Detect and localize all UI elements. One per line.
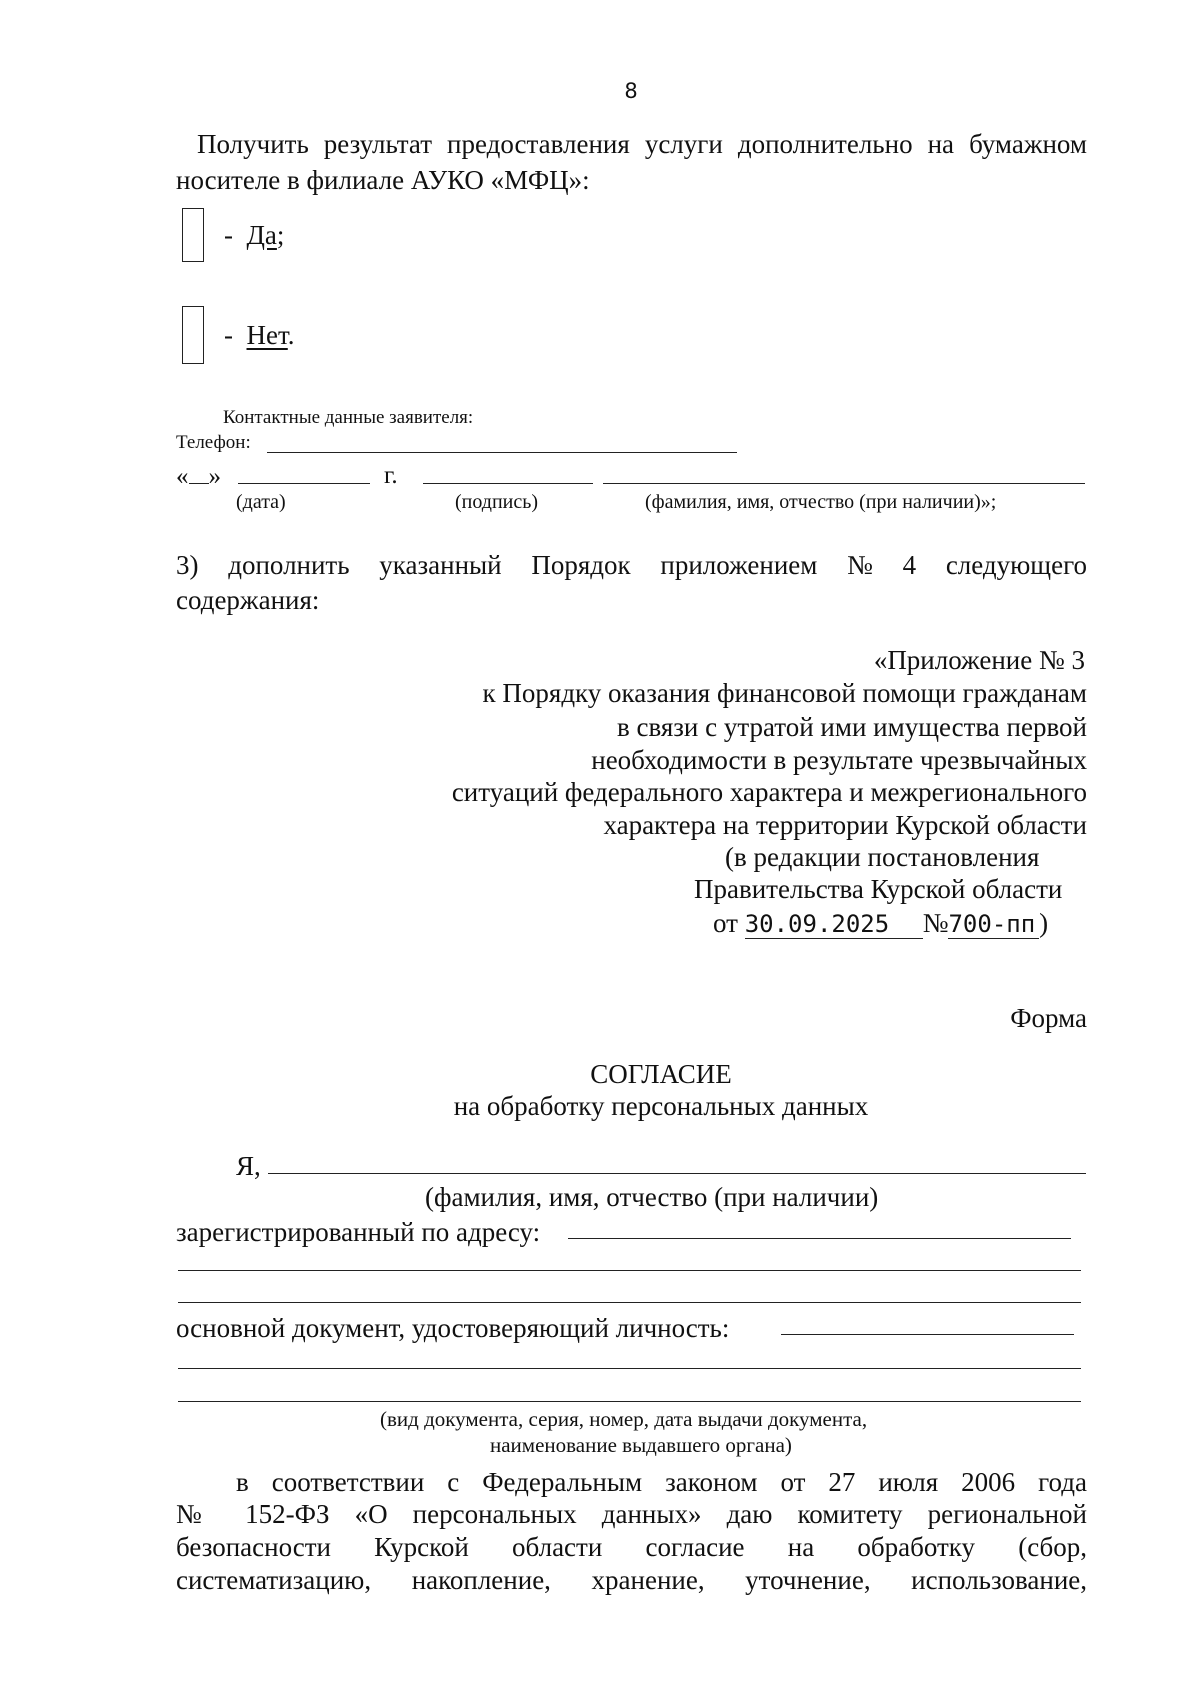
item3-word: 3) xyxy=(176,550,199,580)
caption-signature: (подпись) xyxy=(455,491,539,513)
number-label: № xyxy=(922,908,949,938)
option-no-dash: - xyxy=(224,320,233,350)
item3-word: приложением xyxy=(660,550,818,580)
appendix-line-5: ситуаций федерального характера и межрегионального xyxy=(451,777,1087,807)
appendix-line-7: (в редакции постановления xyxy=(725,842,1040,872)
address-field-line-2[interactable] xyxy=(178,1270,1081,1271)
body-line-1: в соответствии с Федеральным законом от 27 июля 2006 года xyxy=(236,1467,1087,1497)
contacts-heading: Контактные данные заявителя: xyxy=(223,407,474,428)
caption-fio: (фамилия, имя, отчество (при наличии) xyxy=(425,1182,879,1212)
appendix-line-8: Правительства Курской области xyxy=(694,874,1063,904)
date-quote-open: « xyxy=(176,463,189,490)
appendix-line-4: необходимости в результате чрезвычайных xyxy=(591,745,1087,775)
caption-doc-line2: наименование выдавшего органа) xyxy=(490,1433,792,1457)
from-label: от xyxy=(713,908,738,938)
date-quotes xyxy=(176,460,221,494)
appendix-date-line xyxy=(713,906,1048,940)
caption-name: (фамилия, имя, отчество (при наличии)»; xyxy=(645,491,997,513)
document-field-line-1[interactable] xyxy=(781,1334,1074,1335)
decree-date: 30.09.2025 xyxy=(745,910,923,939)
option-yes-dash: - xyxy=(224,220,233,250)
body-line-2: № 152-ФЗ «О персональных данных» даю комитету региональной xyxy=(176,1499,1087,1529)
checkbox-no[interactable] xyxy=(182,306,204,364)
option-no xyxy=(224,318,295,352)
item3-line1 xyxy=(176,548,1087,582)
option-yes xyxy=(224,218,284,252)
close-paren: ) xyxy=(1039,908,1049,938)
fio-field-line[interactable] xyxy=(268,1173,1086,1174)
address-label: зарегистрированный по адресу: xyxy=(176,1217,541,1247)
appendix-line-1: «Приложение № 3 xyxy=(873,645,1085,675)
month-field-line[interactable] xyxy=(238,483,370,484)
i-label: Я, xyxy=(236,1151,261,1181)
result-question-line1: Получить результат предоставления услуги дополнительно на бумажном xyxy=(197,129,1087,159)
consent-subtitle: на обработку персональных данных xyxy=(453,1091,869,1121)
caption-doc-line1: (вид документа, серия, номер, дата выдачи документа, xyxy=(380,1407,868,1431)
form-label: Форма xyxy=(1010,1003,1087,1033)
item3-line2: содержания: xyxy=(176,585,320,615)
caption-date: (дата) xyxy=(236,491,286,513)
signature-field-line[interactable] xyxy=(423,483,593,484)
appendix-line-3: в связи с утратой ими имущества первой xyxy=(616,712,1087,742)
page-number: 8 xyxy=(624,79,638,103)
phone-field-line[interactable] xyxy=(267,452,737,453)
document-label: основной документ, удостоверяющий личность: xyxy=(176,1313,730,1343)
item3-word: указанный xyxy=(379,550,502,580)
option-yes-label: Да xyxy=(246,220,277,250)
option-yes-suffix: ; xyxy=(276,220,285,250)
item3-word: дополнить xyxy=(228,550,350,580)
document-field-line-2[interactable] xyxy=(178,1368,1081,1369)
address-field-line-3[interactable] xyxy=(178,1302,1081,1303)
consent-title: СОГЛАСИЕ xyxy=(590,1059,732,1089)
item3-word: следующего xyxy=(945,550,1087,580)
day-field-line[interactable] xyxy=(189,465,209,484)
checkbox-yes[interactable] xyxy=(182,208,204,262)
address-field-line-1[interactable] xyxy=(568,1238,1071,1239)
option-no-label: Нет xyxy=(246,320,288,350)
name-field-line[interactable] xyxy=(603,483,1085,484)
phone-label: Телефон: xyxy=(176,432,251,453)
option-no-suffix: . xyxy=(287,320,295,350)
document-field-line-3[interactable] xyxy=(178,1401,1081,1402)
result-question-line2: носителе в филиале АУКО «МФЦ»: xyxy=(176,165,590,195)
item3-word: Порядок xyxy=(531,550,631,580)
year-suffix: г. xyxy=(384,462,398,489)
item3-word: 4 xyxy=(902,550,917,580)
appendix-line-6: характера на территории Курской области xyxy=(603,810,1087,840)
item3-word: № xyxy=(847,550,873,580)
date-quote-close: » xyxy=(208,463,221,490)
decree-number: 700-пп xyxy=(948,910,1039,939)
appendix-line-2: к Порядку оказания финансовой помощи гражданам xyxy=(482,678,1087,708)
body-line-3: безопасности Курской области согласие на обработку (сбор, xyxy=(176,1532,1087,1562)
body-line-4: систематизацию, накопление, хранение, уточнение, использование, xyxy=(176,1565,1087,1595)
